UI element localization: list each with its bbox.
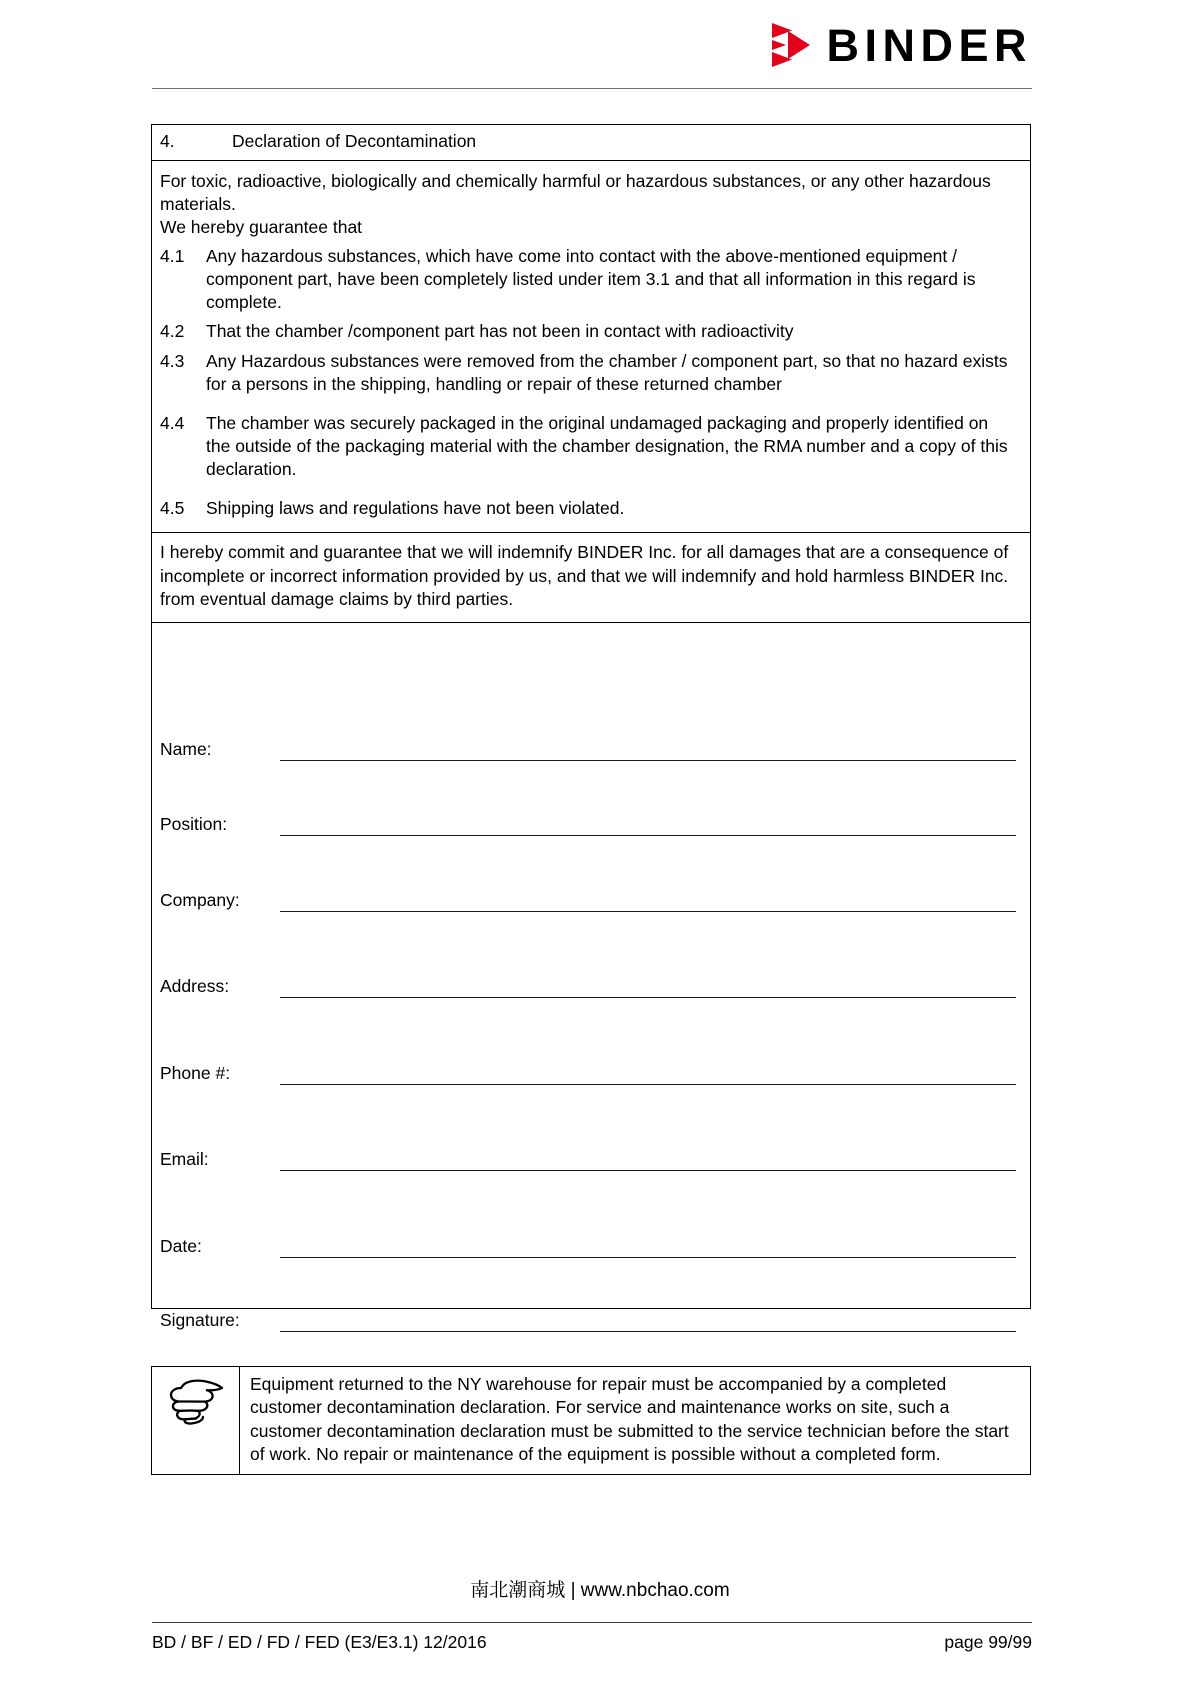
form-field-signature[interactable] <box>152 1302 1030 1332</box>
form-field-email[interactable] <box>152 1141 1030 1171</box>
intro-paragraph: For toxic, radioactive, biologically and chemically harmful or hazardous substances, or any other hazardous materials. <box>160 170 991 214</box>
header-divider <box>152 88 1032 89</box>
clause-4-3 <box>160 350 1022 396</box>
clause-4-1 <box>160 245 1022 314</box>
form-label-date: Date: <box>160 1236 202 1257</box>
section-title-row <box>152 125 1030 161</box>
clause-text: Any Hazardous substances were removed from the chamber / component part, so that no hazard exists for a persons in the shipping, handling or repair of these returned chamber <box>206 350 1008 394</box>
guarantee-lead-in: We hereby guarantee that <box>160 217 363 238</box>
notice-box <box>151 1366 1031 1475</box>
declaration-body <box>152 161 1030 533</box>
form-line-signature[interactable] <box>280 1331 1016 1332</box>
binder-wordmark: BINDER <box>826 19 1032 71</box>
section-title: Declaration of Decontamination <box>232 131 477 151</box>
notice-text: Equipment returned to the NY warehouse for repair must be accompanied by a completed customer decontamination declaration. For service and maintenance works on site, such a customer decontamination declaration must be submitted to the service technician before the start of work. No repair or maintenance of the equipment is possible without a completed form. <box>250 1374 1009 1464</box>
form-field-address[interactable] <box>152 968 1030 998</box>
form-label-address: Address: <box>160 976 230 997</box>
binder-triangle-logo-icon <box>770 22 812 68</box>
form-label-position: Position: <box>160 814 228 835</box>
pointing-hand-icon <box>165 1374 227 1426</box>
form-label-email: Email: <box>160 1149 209 1170</box>
clause-text: The chamber was securely packaged in the original undamaged packaging and properly identified on the outside of the packaging material with the chamber designation, the RMA number and a copy of this declaration. <box>206 412 1008 479</box>
form-label-company: Company: <box>160 890 240 911</box>
form-field-company[interactable] <box>152 882 1030 912</box>
site-watermark: 南北潮商城 | www.nbchao.com <box>470 1580 730 1601</box>
clause-4-5 <box>160 497 1022 520</box>
form-field-phone[interactable] <box>152 1055 1030 1085</box>
document-reference: BD / BF / ED / FD / FED (E3/E3.1) 12/2016 <box>152 1632 487 1652</box>
declaration-table <box>151 124 1031 1331</box>
clause-number: 4.2 <box>160 321 185 342</box>
clause-number: 4.3 <box>160 350 185 371</box>
footer-divider <box>152 1622 1032 1623</box>
form-line-address[interactable] <box>280 997 1016 998</box>
clause-text: That the chamber /component part has not been in contact with radioactivity <box>206 321 794 342</box>
page-number: page 99/99 <box>944 1632 1032 1652</box>
form-field-date[interactable] <box>152 1228 1030 1258</box>
clause-4-2 <box>160 320 1022 343</box>
clause-number: 4.5 <box>160 498 185 518</box>
clause-4-4 <box>160 412 1022 481</box>
form-line-company[interactable] <box>280 911 1016 912</box>
form-line-name[interactable] <box>280 760 1016 761</box>
clause-text: Shipping laws and regulations have not been violated. <box>206 498 625 518</box>
clause-text: Any hazardous substances, which have come into contact with the above-mentioned equipment / component part, have been completely listed under item 3.1 and that all information in this regard is complete. <box>206 246 976 313</box>
signature-form <box>152 623 1030 1331</box>
form-line-position[interactable] <box>280 835 1016 836</box>
form-line-email[interactable] <box>280 1170 1016 1171</box>
notice-icon-cell <box>152 1367 240 1474</box>
indemnification-paragraph: I hereby commit and guarantee that we will indemnify BINDER Inc. for all damages that are a consequence of incomplete or incorrect information provided by us, and that we will indemnify and hold harmless BINDER Inc. from eventual damage claims by third parties. <box>152 533 1030 623</box>
page-header <box>0 0 1200 92</box>
page-footer <box>152 1632 1032 1653</box>
form-line-date[interactable] <box>280 1257 1016 1258</box>
form-label-signature: Signature: <box>160 1310 240 1331</box>
form-label-name: Name: <box>160 739 212 760</box>
form-field-position[interactable] <box>152 806 1030 836</box>
form-label-phone: Phone #: <box>160 1063 231 1084</box>
form-field-name[interactable] <box>152 731 1030 761</box>
clause-number: 4.1 <box>160 246 185 267</box>
form-line-phone[interactable] <box>280 1084 1016 1085</box>
binder-logo <box>770 19 1032 71</box>
clause-number: 4.4 <box>160 412 185 433</box>
section-number: 4. <box>160 131 175 151</box>
